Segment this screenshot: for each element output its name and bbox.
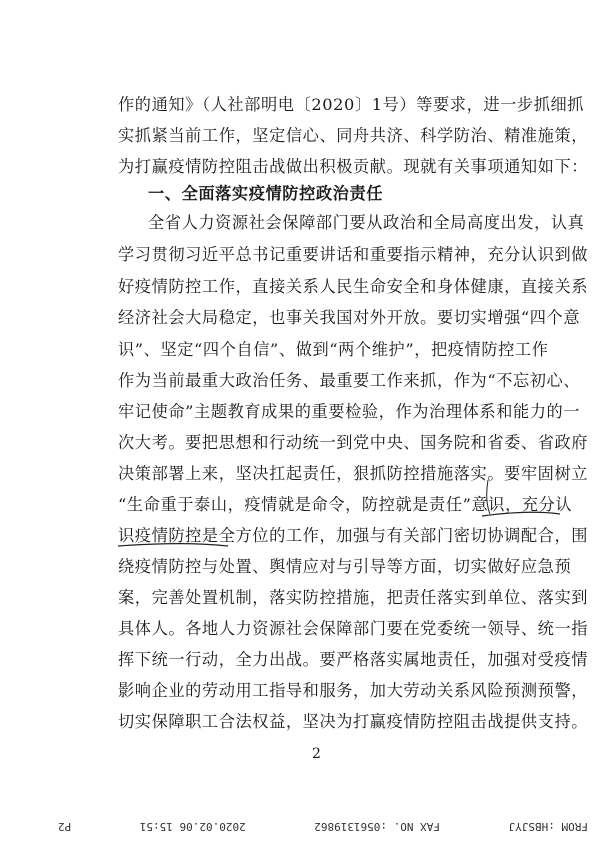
fax-datetime: 2020.02.06 15:51	[139, 820, 246, 833]
text-line-17: 案，完善处置机制，落实防控措施，把责任落实到单位、落实到	[118, 588, 589, 607]
section-heading: 一、全面落实疫情防控政治责任	[148, 184, 384, 203]
text-line-14: “生命重于泰山，疫情就是命令，防控就是责任”意识，充分认	[118, 495, 573, 514]
text-line-20: 影响企业的劳动用工指导和服务，加大劳动关系风险预测预警，	[118, 681, 589, 700]
text-line-16: 绕疫情防控与处置、舆情应对与引导等方面，切实做好应急预	[118, 557, 572, 576]
fax-number: FAX NO. :0561319862	[314, 820, 441, 833]
text-line-3: 为打赢疫情防控阻击战做出积极贡献。现就有关事项通知如下：	[118, 157, 589, 176]
text-line-12: 次大考。要把思想和行动统一到党中央、国务院和省委、省政府	[118, 433, 589, 452]
text-line-9: 识”、坚定“四个自信”、做到“两个维护”，把疫情防控工作	[118, 340, 549, 359]
text-line-7: 好疫情防控工作，直接关系人民生命安全和身体健康，直接关系	[118, 277, 589, 296]
page-number: 2	[312, 746, 321, 762]
text-line-11: 牢记使命”主题教育成果的重要检验，作为治理体系和能力的一	[118, 402, 581, 421]
fax-header-strip	[58, 820, 588, 833]
text-line-18: 具体人。各地人力资源社会保障部门要在党委统一领导、统一指	[118, 619, 589, 638]
text-line-6: 学习贯彻习近平总书记重要讲话和重要指示精神，充分认识到做	[118, 245, 589, 264]
text-line-19: 挥下统一行动，全力出战。要严格落实属地责任，加强对受疫情	[118, 650, 589, 669]
text-line-8: 经济社会大局稳定，也事关我国对外开放。要切实增强“四个意	[118, 308, 581, 327]
fax-page: P2	[58, 820, 72, 833]
text-line-13: 决策部署上来，坚决扛起责任，狠抓防控措施落实。要牢固树立	[118, 464, 589, 483]
text-line-15: 识疫情防控是全方位的工作，加强与有关部门密切协调配合，围	[118, 526, 589, 545]
text-line-10: 作为当前最重大政治任务、最重要工作来抓，作为“不忘初心、	[118, 371, 581, 390]
text-line-5: 全省人力资源社会保障部门要从政治和全局高度出发，认真	[148, 213, 585, 232]
text-line-2: 实抓紧当前工作，坚定信心、同舟共济、科学防治、精准施策，	[118, 126, 589, 145]
fax-from: FROM :HBSJYJ	[508, 820, 588, 833]
text-line-21: 切实保障职工合法权益，坚决为打赢疫情防控阻击战提供支持。	[118, 712, 589, 731]
text-line-1: 作的通知》（人社部明电〔2020〕1号）等要求，进一步抓细抓	[118, 95, 585, 114]
